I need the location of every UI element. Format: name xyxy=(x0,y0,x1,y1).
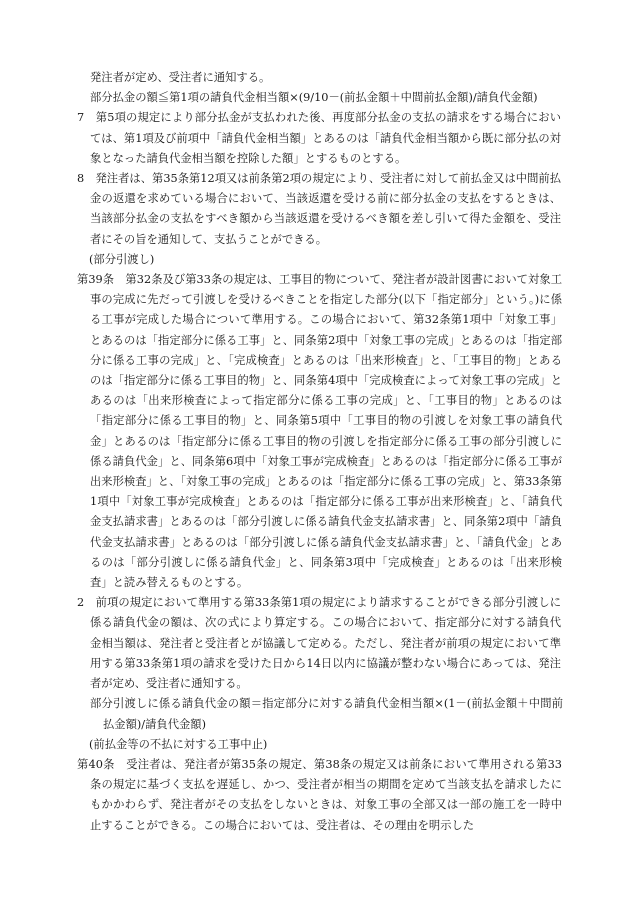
article-40: 第40条 受注者は、発注者が第35条の規定、第38条の規定又は前条において準用される第33条の規定に基づく支払を遅延し、かつ、受注者が相当の期間を定めて当該支払を請求したにもかかわらず、発注者がその支払をしないときは、対象工事の全部又は一部の施工を一時中止することができる。この場合においては、受注者は、その理由を明示した xyxy=(77,757,562,832)
caption-work-suspension: (前払金等の不払に対する工事中止) xyxy=(89,737,268,751)
formula-partial-payment: 部分払金の額≦第1項の請負代金相当額×(9/10－(前払金額＋中間前払金額)/請負代金額) xyxy=(90,91,538,105)
caption-partial-delivery: (部分引渡し) xyxy=(89,252,155,266)
paragraph-39-2: 2 前項の規定において準用する第33条第1項の規定により請求することができる部分引渡しに係る請負代金の額は、次の式により算定する。この場合において、指定部分に対する請負代金相当額は、発注者と受注者とが協議して定める。ただし、発注者が前項の規定において準用する第33条第1項の請求を受けた日から14日以内に協議が整わない場合にあっては、発注者が定め、受注者に通知する。 xyxy=(77,596,561,691)
paragraph-item-7: 7 第5項の規定により部分払金が支払われた後、再度部分払金の支払の請求をする場合においては、第1項及び前項中「請負代金相当額」とあるのは「請負代金相当額から既に部分払の対象となった請負代金相当額を控除した額」とするものとする。 xyxy=(77,111,561,165)
formula-partial-delivery: 部分引渡しに係る請負代金の額＝指定部分に対する請負代金相当額×(1－(前払金額＋中間前払金額)/請負代金額) xyxy=(90,697,563,731)
paragraph-item-8: 8 発注者は、第35条第12項又は前条第2項の規定により、受注者に対して前払金又は中間前払金の返還を求めている場合において、当該返還を受ける前に部分払金の支払をするときは、当該部分払金の支払をすべき額から当該返還を受けるべき額を差し引いて得た金額を、受注者にその旨を通知して、支払うことができる。 xyxy=(77,172,561,246)
paragraph-continuation: 発注者が定め、受注者に通知する。 xyxy=(90,71,271,84)
article-39: 第39条 第32条及び第33条の規定は、工事目的物について、発注者が設計図書において対象工事の完成に先だって引渡しを受けるべきことを指定した部分(以下「指定部分」という。)に係る工事が完成した場合について準用する。この場合において、第32条第1項中「対象工事」とあるのは「指定部分に係る工事」と、同条第2項中「対象工事の完成」とあるのは「指定部分に係る工事の完成」と、「完成検査」とあるのは「出来形検査」と、「工事目的物」とあるのは「指定部分に係る工事目的物」と、同条第4項中「完成検査によって対象工事の完成」とあるのは「出来形検査によって指定部分に係る工事の完成」と、「工事目的物」とあるのは「指定部分に係る工事目的物」と、同条第5項中「工事目的物の引渡しを対象工事の請負代金」とあるのは「指定部分に係る工事目的物の引渡しを指定部分に係る工事の部分引渡しに係る請負代金」と、同条第6項中「対象工事が完成検査」とあるのは「指定部分に係る工事が出来形検査」と、「対象工事の完成」とあるのは「指定部分に係る工事の完成」と、第33条第1項中「対象工事が完成検査」とあるのは「指定部分に係る工事が出来形検査」と、「請負代金支払請求書」とあるのは「部分引渡しに係る請負代金支払請求書」と、同条第2項中「請負代金支払請求書」とあるのは「部分引渡しに係る請負代金支払請求書」と、「請負代金」とあるのは「部分引渡しに係る請負代金」と、同条第3項中「完成検査」とあるのは「出来形検査」と読み替えるものとする。 xyxy=(77,273,562,590)
